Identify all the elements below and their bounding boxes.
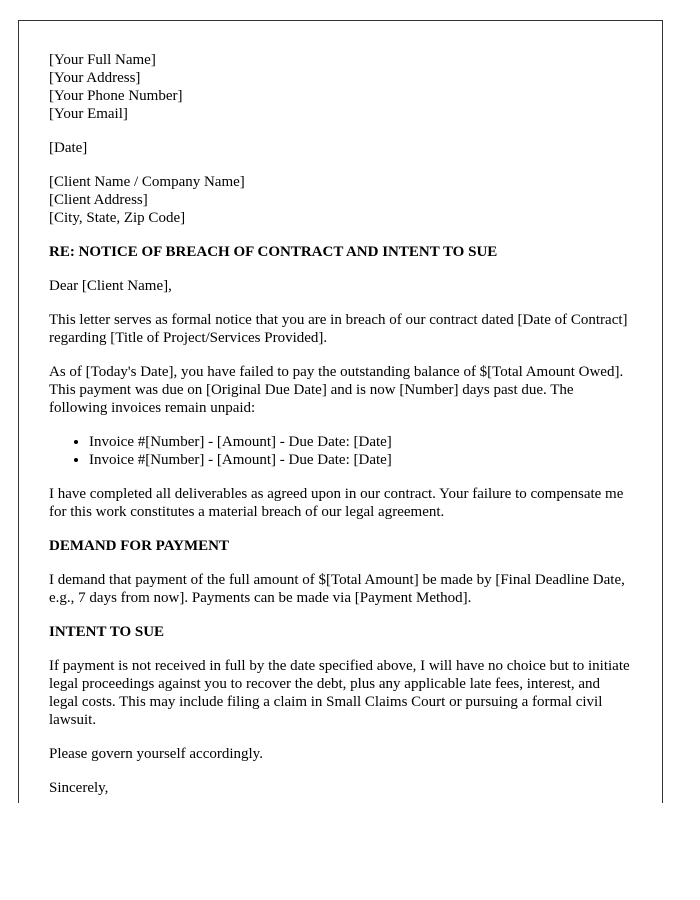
heading-demand: DEMAND FOR PAYMENT [49, 538, 229, 554]
sender-phone: [Your Phone Number] [49, 88, 183, 104]
sender-name: [Your Full Name] [49, 52, 156, 68]
sender-block [49, 51, 632, 123]
letter-page [18, 20, 663, 803]
invoice-list [49, 433, 632, 469]
paragraph-notice: This letter serves as formal notice that you are in breach of our contract dated [Date of Contract] regarding [Title of Project/Services Provided]. [49, 312, 628, 346]
recipient-block [49, 173, 632, 227]
paragraph-intent: If payment is not received in full by the date specified above, I will have no choice but to initiate legal proceedings against you to recover the debt, plus any applicable late fees, interest, and legal costs. This may include filing a claim in Small Claims Court or pursuing a formal civil lawsuit. [49, 658, 630, 728]
recipient-address: [Client Address] [49, 192, 148, 208]
recipient-city: [City, State, Zip Code] [49, 210, 186, 226]
invoice-item: • Invoice #[Number] - [Amount] - Due Date: [Date] [89, 433, 632, 451]
paragraph-demand: I demand that payment of the full amount of $[Total Amount] be made by [Final Deadline Date, e.g., 7 days from now]. Payments can be made via [Payment Method]. [49, 572, 625, 606]
salutation: Dear [Client Name], [49, 278, 172, 294]
subject-line: RE: NOTICE OF BREACH OF CONTRACT AND INTENT TO SUE [49, 244, 498, 260]
paragraph-govern: Please govern yourself accordingly. [49, 746, 263, 762]
letter-date: [Date] [49, 140, 88, 156]
sender-address: [Your Address] [49, 70, 141, 86]
sender-email: [Your Email] [49, 106, 128, 122]
paragraph-balance: As of [Today's Date], you have failed to pay the outstanding balance of $[Total Amount Owed]. This payment was due on [Original Due Date] and is now [Number] days past due. The following invoices remain unpaid: [49, 364, 624, 416]
closing: Sincerely, [49, 780, 109, 796]
paragraph-deliverables: I have completed all deliverables as agreed upon in our contract. Your failure to compensate me for this work constitutes a material breach of our legal agreement. [49, 486, 624, 520]
heading-intent: INTENT TO SUE [49, 624, 165, 640]
invoice-item: • Invoice #[Number] - [Amount] - Due Date: [Date] [89, 451, 632, 469]
recipient-name: [Client Name / Company Name] [49, 174, 245, 190]
